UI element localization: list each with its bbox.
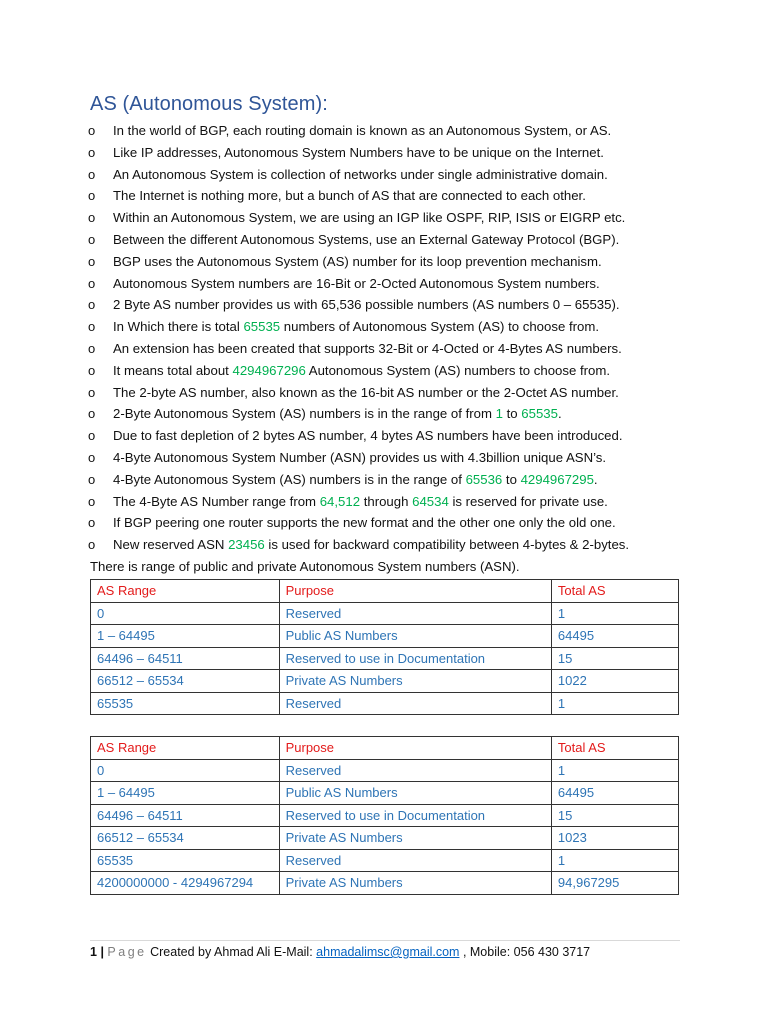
highlighted-number: 65535 <box>521 406 558 422</box>
bullet-item <box>88 164 688 186</box>
bullet-item <box>88 251 688 273</box>
as-range-cell: 64496 – 64511 <box>91 647 280 670</box>
table-row <box>91 692 679 715</box>
column-header: Total AS <box>551 737 678 760</box>
column-header: Purpose <box>279 737 551 760</box>
bullet-item <box>88 382 688 404</box>
bullet-text: is reserved for private use. <box>448 493 608 509</box>
bullet-marker: o <box>88 231 96 247</box>
purpose-cell: Reserved <box>279 849 551 872</box>
as-range-cell: 4200000000 - 4294967294 <box>91 872 280 895</box>
as-range-cell: 65535 <box>91 849 280 872</box>
bullet-text: through <box>360 493 413 509</box>
table-row <box>91 670 679 693</box>
total-as-cell: 15 <box>551 804 678 827</box>
bullet-marker: o <box>88 123 96 138</box>
email-link[interactable]: ahmadalimsc@gmail.com <box>316 945 460 959</box>
purpose-cell: Private AS Numbers <box>279 670 551 693</box>
bullet-item <box>88 447 688 469</box>
bullet-text: Like IP addresses, Autonomous System Numbers have to be unique on the Internet. <box>113 144 604 160</box>
bullet-text: Autonomous System (AS) numbers to choose from. <box>305 362 611 378</box>
highlighted-number: 4294967295 <box>520 471 594 487</box>
bullet-text: It means total about <box>113 362 233 378</box>
bullet-item <box>88 207 688 229</box>
bullet-text: to <box>502 471 521 487</box>
purpose-cell: Reserved to use in Documentation <box>279 647 551 670</box>
as-range-cell: 66512 – 65534 <box>91 827 280 850</box>
table-intro: There is range of public and private Autonomous System numbers (ASN). <box>90 559 520 574</box>
bullet-text: Due to fast depletion of 2 bytes AS number, 4 bytes AS numbers have been introduced. <box>113 428 623 444</box>
bullet-item <box>88 491 688 513</box>
bullet-text: . <box>593 471 598 487</box>
highlighted-number: 4294967296 <box>232 362 306 378</box>
column-header: Purpose <box>279 580 551 603</box>
highlighted-number: 1 <box>495 406 503 422</box>
as-range-cell: 1 – 64495 <box>91 782 280 805</box>
bullet-text: Autonomous System numbers are 16-Bit or 2-Octed Autonomous System numbers. <box>113 275 600 291</box>
total-as-cell: 1 <box>551 759 678 782</box>
table-row <box>91 647 679 670</box>
as-range-cell: 1 – 64495 <box>91 625 280 648</box>
bullet-text: If BGP peering one router supports the new format and the other one only the old one. <box>113 515 616 531</box>
table-row <box>91 602 679 625</box>
footer-credit: Created by Ahmad Ali E-Mail: <box>150 945 313 959</box>
footer-mobile: , Mobile: 056 430 3717 <box>462 945 591 959</box>
highlighted-number: 65535 <box>243 319 281 335</box>
bullet-item <box>88 120 688 142</box>
bullet-item <box>88 185 688 207</box>
bullet-marker: o <box>88 210 96 226</box>
bullet-marker: o <box>88 297 96 313</box>
total-as-cell: 94,967295 <box>551 872 678 895</box>
bullet-item <box>88 360 688 382</box>
total-as-cell: 1022 <box>551 670 678 693</box>
bullet-marker: o <box>88 515 96 531</box>
bullet-marker: o <box>88 362 96 378</box>
bullet-marker: o <box>88 384 96 400</box>
bullet-text: 4-Byte Autonomous System (AS) numbers is in the range of <box>113 471 466 487</box>
total-as-cell: 15 <box>551 647 678 670</box>
table-row <box>91 759 679 782</box>
as-range-cell: 0 <box>91 759 280 782</box>
purpose-cell: Private AS Numbers <box>279 872 551 895</box>
table-header-row <box>91 580 679 603</box>
bullet-text: numbers of Autonomous System (AS) to choose from. <box>280 319 599 335</box>
purpose-cell: Reserved <box>279 602 551 625</box>
bullet-marker: o <box>88 275 96 291</box>
table-row <box>91 849 679 872</box>
as-range-cell: 66512 – 65534 <box>91 670 280 693</box>
bullet-marker: o <box>88 188 96 204</box>
as-range-cell: 0 <box>91 602 280 625</box>
purpose-cell: Private AS Numbers <box>279 827 551 850</box>
asn-range-table-1 <box>90 579 679 715</box>
bullet-marker: o <box>88 537 96 553</box>
bullet-marker: o <box>88 493 96 509</box>
table-header-row <box>91 737 679 760</box>
page-word: Page <box>107 945 147 959</box>
column-header: Total AS <box>551 580 678 603</box>
bullet-text: The 4-Byte AS Number range from <box>113 493 320 509</box>
bullet-item <box>88 338 688 360</box>
total-as-cell: 64495 <box>551 782 678 805</box>
as-range-cell: 64496 – 64511 <box>91 804 280 827</box>
bullet-marker: o <box>88 144 96 160</box>
bullet-item <box>88 316 688 338</box>
page-title: AS (Autonomous System): <box>90 93 328 115</box>
bullet-item <box>88 534 688 556</box>
page-footer <box>90 943 590 961</box>
bullet-marker: o <box>88 253 96 269</box>
bullet-item <box>88 469 688 491</box>
bullet-marker: o <box>88 340 96 356</box>
total-as-cell: 1 <box>551 692 678 715</box>
bullet-marker: o <box>88 428 96 444</box>
bullet-text: . <box>557 406 562 422</box>
asn-range-table-2 <box>90 736 679 895</box>
bullet-text: to <box>502 406 522 422</box>
table-row <box>91 827 679 850</box>
footer-separator: | <box>100 945 104 959</box>
bullet-marker: o <box>88 406 96 422</box>
bullet-item <box>88 425 688 447</box>
bullet-text: is used for backward compatibility between 4-bytes & 2-bytes. <box>264 537 630 553</box>
bullet-list <box>88 120 688 556</box>
table-row <box>91 872 679 895</box>
purpose-cell: Public AS Numbers <box>279 625 551 648</box>
bullet-item <box>88 229 688 251</box>
bullet-text: Within an Autonomous System, we are using an IGP like OSPF, RIP, ISIS or EIGRP etc. <box>113 210 626 226</box>
bullet-item <box>88 403 688 425</box>
bullet-item <box>88 273 688 295</box>
bullet-text: The Internet is nothing more, but a bunch of AS that are connected to each other. <box>113 188 586 204</box>
bullet-marker: o <box>88 319 96 335</box>
table-row <box>91 625 679 648</box>
total-as-cell: 1023 <box>551 827 678 850</box>
highlighted-number: 64534 <box>412 493 449 509</box>
bullet-text: 2-Byte Autonomous System (AS) numbers is in the range of from <box>113 406 496 422</box>
bullet-text: 4-Byte Autonomous System Number (ASN) provides us with 4.3billion unique ASN’s. <box>113 449 607 465</box>
bullet-text: 2 Byte AS number provides us with 65,536 possible numbers (AS numbers 0 – 65535). <box>113 297 620 313</box>
as-range-cell: 65535 <box>91 692 280 715</box>
purpose-cell: Public AS Numbers <box>279 782 551 805</box>
column-header: AS Range <box>91 737 280 760</box>
bullet-item <box>88 512 688 534</box>
bullet-item <box>88 294 688 316</box>
column-header: AS Range <box>91 580 280 603</box>
purpose-cell: Reserved <box>279 692 551 715</box>
total-as-cell: 1 <box>551 849 678 872</box>
bullet-item <box>88 142 688 164</box>
bullet-text: The 2-byte AS number, also known as the 16-bit AS number or the 2-Octet AS number. <box>113 384 619 400</box>
total-as-cell: 64495 <box>551 625 678 648</box>
highlighted-number: 23456 <box>228 537 265 553</box>
bullet-text: In the world of BGP, each routing domain is known as an Autonomous System, or AS. <box>113 123 612 138</box>
table-row <box>91 782 679 805</box>
footer-divider <box>90 940 680 941</box>
bullet-text: An extension has been created that supports 32-Bit or 4-Octed or 4-Bytes AS numbers. <box>113 340 622 356</box>
bullet-marker: o <box>88 471 96 487</box>
bullet-marker: o <box>88 449 96 465</box>
bullet-text: In Which there is total <box>113 319 244 335</box>
highlighted-number: 65536 <box>465 471 503 487</box>
total-as-cell: 1 <box>551 602 678 625</box>
purpose-cell: Reserved to use in Documentation <box>279 804 551 827</box>
bullet-marker: o <box>88 166 96 182</box>
page-number: 1 <box>90 945 97 959</box>
table-row <box>91 804 679 827</box>
bullet-text: An Autonomous System is collection of networks under single administrative domain. <box>113 166 608 182</box>
bullet-text: Between the different Autonomous Systems, use an External Gateway Protocol (BGP). <box>113 231 620 247</box>
highlighted-number: 64,512 <box>319 493 361 509</box>
bullet-text: BGP uses the Autonomous System (AS) number for its loop prevention mechanism. <box>113 253 602 269</box>
bullet-text: New reserved ASN <box>113 537 229 553</box>
purpose-cell: Reserved <box>279 759 551 782</box>
